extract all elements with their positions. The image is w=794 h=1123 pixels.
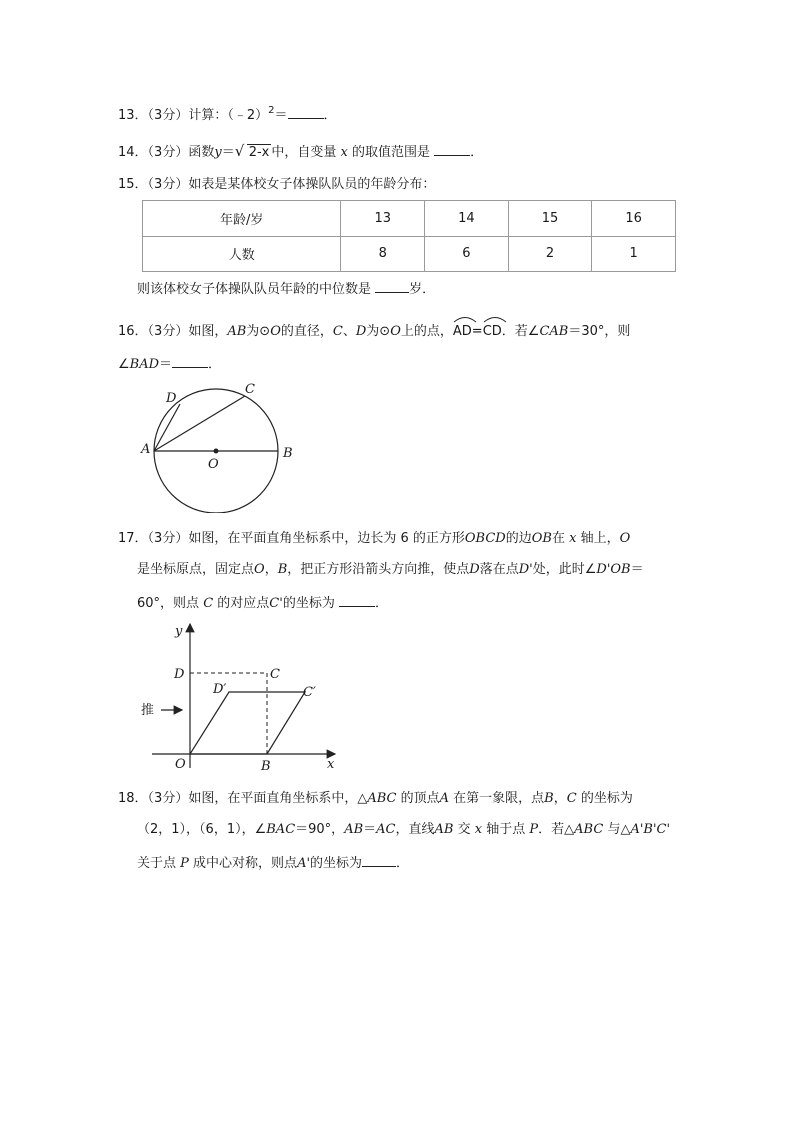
question-17 <box>118 530 630 548</box>
q18-var-P: P <box>529 822 539 837</box>
q14-number: 14． <box>118 145 148 160</box>
q18-var-AB: AB <box>344 822 364 837</box>
q17-var-B: B <box>277 562 288 577</box>
q17-text-2: 的边 <box>505 531 532 546</box>
arc-equals: = <box>471 324 483 339</box>
arc-mark-icon <box>453 315 477 323</box>
q17-line-3 <box>137 592 388 613</box>
q18-var-ABC-2: ABC <box>574 822 604 837</box>
q17-text-3: 在 <box>551 531 565 546</box>
q13-answer-blank[interactable] <box>288 104 324 119</box>
q18-var-B: B <box>544 791 554 806</box>
q18-line-2 <box>137 821 670 839</box>
q16-var-BAD: BAD <box>129 357 160 372</box>
q18-var-C: C <box>566 791 577 806</box>
q17-var-Cp: C' <box>269 596 283 611</box>
q17-answer-blank[interactable] <box>339 592 375 607</box>
table-cell: 8 <box>341 236 425 272</box>
q14-answer-blank[interactable] <box>434 141 470 156</box>
q14-score: （3分） <box>147 145 189 160</box>
q16-number: 16． <box>118 324 148 339</box>
chord-ad <box>154 404 180 451</box>
q18-var-AC: AC <box>376 822 396 837</box>
q18-text-13: 成中心对称，则点 <box>193 856 298 871</box>
q17-var-O-2: O <box>254 562 265 577</box>
q18-text-14: 的坐标为 <box>310 856 363 871</box>
q17-text-7: 落在点 <box>479 562 519 577</box>
q17-text-6: ，把正方形沿箭头方向推，使点 <box>287 562 470 577</box>
label-o: O <box>208 457 219 472</box>
q16-var-O: O <box>270 324 281 339</box>
arc-mark-icon <box>483 315 507 323</box>
label-x: x <box>327 757 335 772</box>
q18-var-BAC: BAC <box>266 822 296 837</box>
table-cell: 年龄/岁 <box>143 201 341 237</box>
label-b: B <box>261 759 271 773</box>
label-push: 推 <box>141 703 155 718</box>
q16-answer-blank[interactable] <box>172 353 208 368</box>
q18-var-Ap: A' <box>297 856 311 871</box>
square-push-figure <box>135 618 350 773</box>
q18-var-ApBpCp: A'B'C' <box>630 822 671 837</box>
q17-var-x: x <box>569 531 577 546</box>
question-13 <box>118 104 337 126</box>
radical-sign-icon: √ <box>234 142 245 160</box>
label-o: O <box>175 757 186 772</box>
table-cell: 15 <box>508 201 592 237</box>
q18-score: （3分） <box>147 791 189 806</box>
q13-number: 13． <box>118 108 148 123</box>
q18-text-12: 关于点 <box>137 856 177 871</box>
q16-text-7: ．若∠ <box>501 324 540 339</box>
arc-CD-label: CD <box>482 324 502 339</box>
q14-period: ． <box>470 145 484 160</box>
q16-text-3: 的直径， <box>280 324 333 339</box>
q17-equals: ＝ <box>630 562 644 577</box>
table-cell: 2 <box>508 236 592 272</box>
label-c: C <box>245 382 255 397</box>
q14-equals: ＝ <box>221 145 235 160</box>
q18-text-8: 交 <box>457 822 471 837</box>
q16-text-8: ＝30°，则 <box>568 324 631 339</box>
parallelogram-obc-d <box>190 692 305 754</box>
q13-equals: ＝ <box>274 108 288 123</box>
table-cell: 6 <box>425 236 509 272</box>
q14-mid: 中，自变量 <box>271 145 337 160</box>
label-d: D <box>174 667 185 682</box>
q17-text-9: 60°，则点 <box>137 596 200 611</box>
q18-text-11: 与△ <box>607 822 631 837</box>
table-cell: 13 <box>341 201 425 237</box>
q17-var-OBCD: OBCD <box>464 531 506 546</box>
label-y: y <box>175 624 183 639</box>
q17-text-4: 轴上， <box>580 531 620 546</box>
q18-var-A: A <box>439 791 450 806</box>
q17-number: 17． <box>118 531 148 546</box>
table-cell: 14 <box>425 201 509 237</box>
angle-symbol: ∠ <box>118 357 130 372</box>
q16-text-5: 为⊙ <box>366 324 391 339</box>
q18-var-ABC: ABC <box>367 791 397 806</box>
q18-equals: ＝ <box>363 822 377 837</box>
q13-score: （3分） <box>147 108 189 123</box>
q17-var-O: O <box>619 531 631 546</box>
q16-equals: ＝ <box>159 357 173 372</box>
q18-text-2: 的顶点 <box>400 791 440 806</box>
q17-var-Dp: D' <box>518 562 533 577</box>
question-14 <box>118 141 483 162</box>
q18-text-1: 如图，在平面直角坐标系中，△ <box>188 791 368 806</box>
label-a: A <box>141 442 151 457</box>
circle-figure <box>135 378 305 513</box>
q13-text: 计算：（﹣2） <box>188 108 269 123</box>
q16-text-6: 上的点， <box>400 324 453 339</box>
q16-text-2: 为⊙ <box>246 324 271 339</box>
table-cell: 人数 <box>143 236 341 272</box>
q14-text: 函数 <box>188 145 215 160</box>
q14-var-y: y <box>214 145 222 160</box>
q17-var-C: C <box>203 596 214 611</box>
q18-comma: ， <box>553 791 567 806</box>
q15-after-text: 则该体校女子体操队队员年龄的中位数是 <box>137 282 372 297</box>
q16-line-2 <box>118 353 221 374</box>
label-c-prime: C′ <box>303 685 316 700</box>
q18-text-3: 在第一象限，点 <box>453 791 545 806</box>
q16-var-O-2: O <box>390 324 401 339</box>
q18-text-5: （2，1），（6，1），∠ <box>137 822 267 837</box>
table-row <box>143 201 676 237</box>
q15-text: 如表是某体校女子体操队队员的年龄分布： <box>188 177 436 192</box>
question-15 <box>118 176 435 194</box>
q14-radicand: 2-x <box>248 145 270 160</box>
q15-number: 15． <box>118 177 148 192</box>
q15-answer-blank[interactable] <box>375 278 409 293</box>
q18-number: 18． <box>118 791 148 806</box>
q15-score: （3分） <box>147 177 189 192</box>
q17-var-OB: OB <box>531 531 552 546</box>
table-cell: 16 <box>592 201 676 237</box>
q17-score: （3分） <box>147 531 189 546</box>
label-d-prime: D′ <box>213 682 227 697</box>
q18-var-P-2: P <box>180 856 189 871</box>
q17-comma: ， <box>264 562 278 577</box>
q17-var-D: D <box>469 562 480 577</box>
q18-text-6: ＝90°， <box>295 822 345 837</box>
q16-var-D: D <box>355 324 367 339</box>
sqrt-expression <box>235 144 272 162</box>
q18-line-3 <box>137 852 409 873</box>
q18-period: ． <box>396 856 410 871</box>
q18-text-4: 的坐标为 <box>580 791 633 806</box>
q13-exponent: 2 <box>268 105 275 116</box>
q18-text-10: ．若△ <box>538 822 575 837</box>
label-d: D <box>166 391 177 406</box>
age-distribution-table <box>142 200 676 272</box>
q15-followup <box>137 278 435 299</box>
q16-text-1: 如图， <box>188 324 228 339</box>
table-row <box>143 236 676 272</box>
table-cell: 1 <box>592 236 676 272</box>
arc-AD-label: AD <box>452 324 472 339</box>
q18-var-x: x <box>474 822 483 837</box>
q16-var-CAB: CAB <box>539 324 569 339</box>
q14-var-x: x <box>340 145 348 160</box>
center-point <box>214 449 219 454</box>
q17-text-10: 的对应点 <box>217 596 270 611</box>
q13-period: ． <box>323 108 337 123</box>
q17-line-2 <box>137 561 644 579</box>
question-18 <box>118 790 633 808</box>
q16-var-AB: AB <box>227 324 247 339</box>
q14-end-text: 的取值范围是 <box>352 145 431 160</box>
q18-text-7: ，直线 <box>395 822 435 837</box>
q17-text-5: 是坐标原点，固定点 <box>137 562 255 577</box>
q16-var-C: C <box>332 324 343 339</box>
q16-text-4: 、 <box>342 324 356 339</box>
q17-period: ． <box>374 596 388 611</box>
label-c: C <box>270 667 280 682</box>
q18-var-AB-2: AB <box>434 822 454 837</box>
q15-unit: 岁． <box>409 282 436 297</box>
arc-AD <box>453 318 472 341</box>
q17-var-angle: D'OB <box>596 562 631 577</box>
q16-score: （3分） <box>147 324 189 339</box>
q18-answer-blank[interactable] <box>362 852 396 867</box>
question-16 <box>118 318 630 341</box>
q17-text-1: 如图，在平面直角坐标系中，边长为 6 的正方形 <box>188 531 465 546</box>
q18-text-9: 轴于点 <box>486 822 526 837</box>
arc-CD <box>483 318 502 341</box>
q16-period: ． <box>208 357 222 372</box>
label-b: B <box>283 446 293 461</box>
q17-text-11: 的坐标为 <box>282 596 335 611</box>
q17-text-8: 处，此时∠ <box>532 562 597 577</box>
